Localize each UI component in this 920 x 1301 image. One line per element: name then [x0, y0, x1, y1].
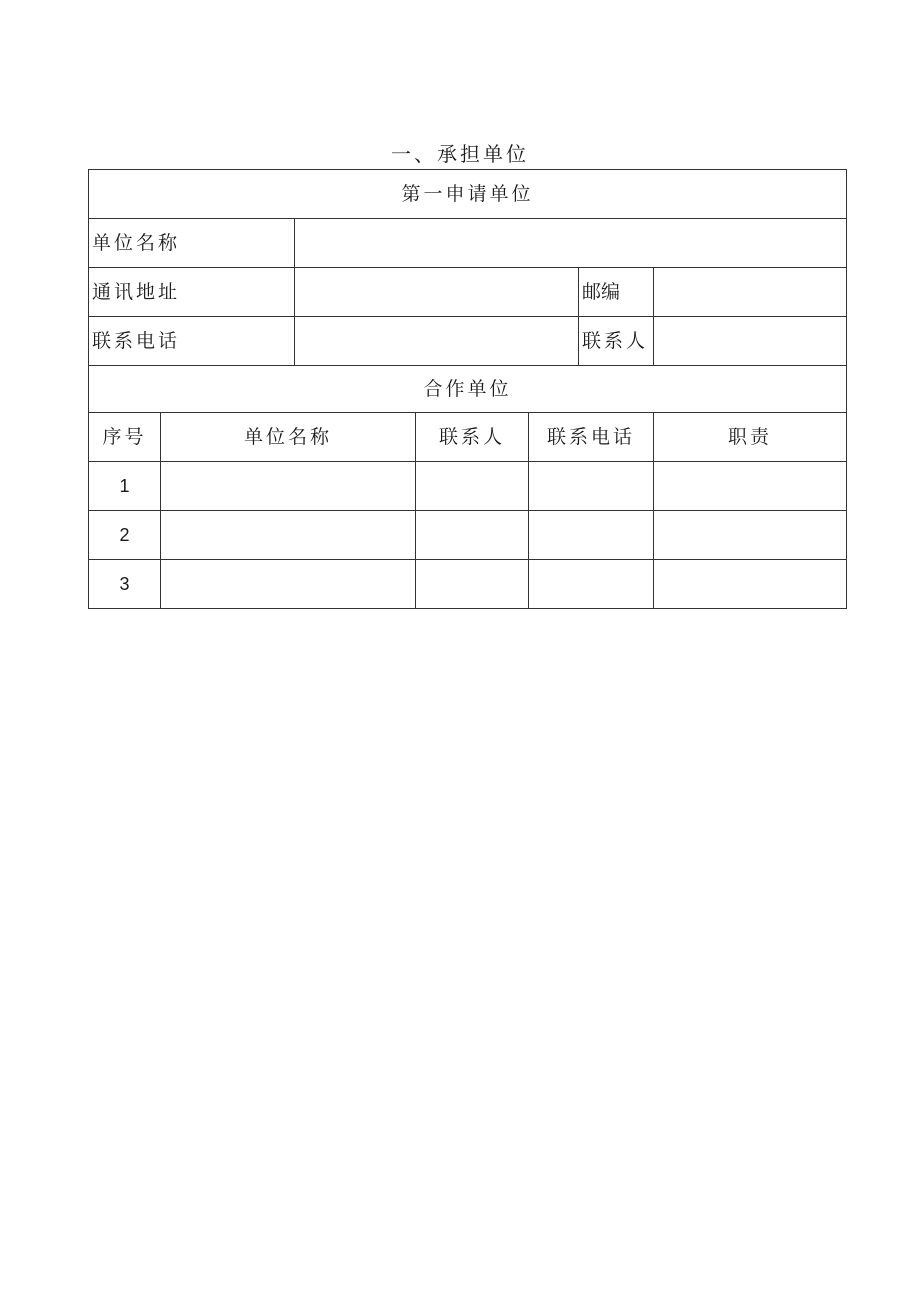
- table-row: [89, 462, 847, 511]
- partners-header-row: [89, 366, 847, 413]
- first-applicant-header-row: [89, 170, 847, 219]
- partner-phone-field[interactable]: [529, 560, 654, 609]
- address-row: [89, 268, 847, 317]
- page-title: 一、承担单位: [391, 142, 529, 166]
- first-applicant-section-title: 第一申请单位: [89, 170, 847, 219]
- unit-name-field[interactable]: [295, 219, 847, 268]
- unit-name-row: [89, 219, 847, 268]
- table-row: [89, 511, 847, 560]
- partner-contact-field[interactable]: [416, 462, 529, 511]
- partner-contact-field[interactable]: [416, 560, 529, 609]
- partner-duty-field[interactable]: [654, 560, 847, 609]
- contact-field[interactable]: [654, 317, 847, 366]
- partners-section-title: 合作单位: [89, 366, 847, 413]
- phone-label: 联系电话: [89, 317, 295, 366]
- partner-phone-field[interactable]: [529, 511, 654, 560]
- partner-phone-field[interactable]: [529, 462, 654, 511]
- table-row: [89, 560, 847, 609]
- partner-contact-field[interactable]: [416, 511, 529, 560]
- contact-label: 联系人: [579, 317, 654, 366]
- undertaking-unit-form: [88, 169, 847, 609]
- column-header-index: 序号: [89, 413, 161, 462]
- partner-unit-name-field[interactable]: [161, 511, 416, 560]
- partners-column-headers: [89, 413, 847, 462]
- unit-name-label: 单位名称: [89, 219, 295, 268]
- partner-duty-field[interactable]: [654, 511, 847, 560]
- row-index: 2: [89, 511, 161, 560]
- partner-unit-name-field[interactable]: [161, 462, 416, 511]
- column-header-duty: 职责: [654, 413, 847, 462]
- partner-unit-name-field[interactable]: [161, 560, 416, 609]
- row-index: 3: [89, 560, 161, 609]
- address-label: 通讯地址: [89, 268, 295, 317]
- postcode-label: 邮编: [579, 268, 654, 317]
- phone-field[interactable]: [295, 317, 579, 366]
- column-header-unit-name: 单位名称: [161, 413, 416, 462]
- postcode-field[interactable]: [654, 268, 847, 317]
- phone-row: [89, 317, 847, 366]
- partner-duty-field[interactable]: [654, 462, 847, 511]
- column-header-contact: 联系人: [416, 413, 529, 462]
- column-header-phone: 联系电话: [529, 413, 654, 462]
- address-field[interactable]: [295, 268, 579, 317]
- row-index: 1: [89, 462, 161, 511]
